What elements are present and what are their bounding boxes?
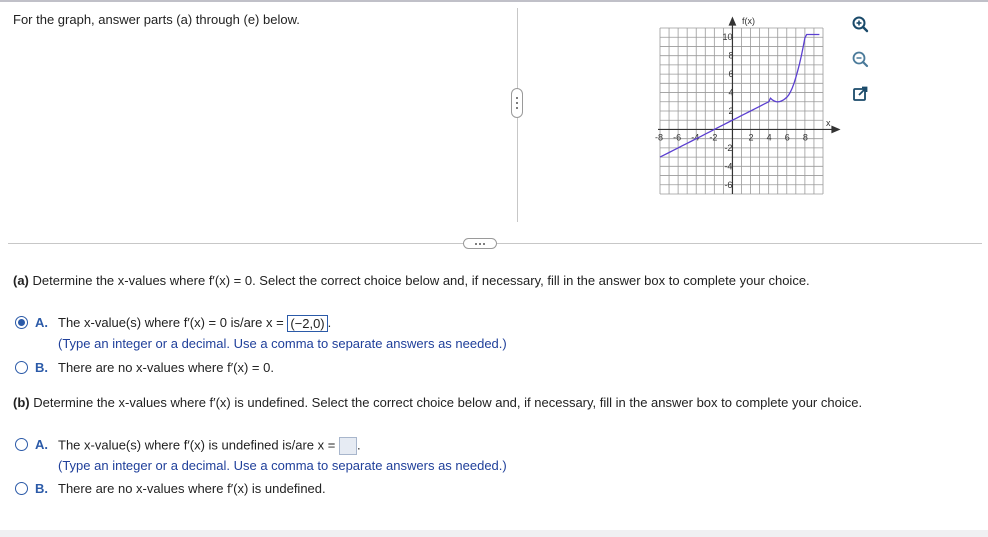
top-border: [0, 0, 988, 2]
function-graph: [650, 10, 842, 200]
x-tick-label: 4: [766, 132, 772, 143]
zoom-out-icon: [849, 48, 871, 70]
y-tick-label: 8: [728, 50, 734, 61]
horizontal-resize-handle[interactable]: [463, 238, 497, 249]
x-tick-label: 8: [802, 132, 808, 143]
y-tick-label: 4: [728, 87, 734, 98]
x-tick-label: -4: [691, 132, 700, 143]
part-b-question: (b) Determine the x-values where f′(x) is undefined. Select the correct choice below and, if necessary, fill in the answer box to complete your choice.: [13, 395, 863, 410]
part-a-choice-b-letter: B.: [35, 360, 48, 375]
y-axis-label: f(x): [742, 16, 755, 26]
footer-bar: [0, 530, 988, 537]
part-b-choice-b-letter: B.: [35, 481, 48, 496]
part-b-choice-a-radio[interactable]: [15, 438, 28, 451]
part-a-choice-a-letter: A.: [35, 315, 48, 330]
popout-icon: [849, 83, 871, 105]
y-tick-label: 2: [728, 106, 734, 116]
y-tick-label: -6: [724, 179, 733, 190]
part-a-choice-b-text: There are no x-values where f′(x) = 0.: [58, 360, 274, 375]
part-a-choice-a-text: The x-value(s) where f′(x) = 0 is/are x = (−2,0) .: [58, 315, 332, 332]
part-b-answer-box[interactable]: [339, 437, 357, 455]
part-a-question: (a) Determine the x-values where f′(x) = 0. Select the correct choice below and, if necessary, fill in the answer box to complete your choice.: [13, 273, 810, 288]
part-b-choice-a-text: The x-value(s) where f′(x) is undefined is/are x = .: [58, 437, 361, 455]
part-b-hint: (Type an integer or a decimal. Use a comma to separate answers as needed.): [58, 458, 507, 473]
part-a-choice-b-radio[interactable]: [15, 361, 28, 374]
zoom-in-icon: [849, 13, 871, 35]
part-b-choice-b-text: There are no x-values where f′(x) is undefined.: [58, 481, 326, 496]
vertical-resize-handle[interactable]: [511, 88, 523, 118]
y-tick-label: -2: [724, 142, 733, 153]
y-axis-arrow: [729, 18, 735, 25]
zoom-in-button[interactable]: [849, 13, 871, 35]
x-axis-label: x: [826, 118, 831, 128]
x-tick-label: 2: [748, 132, 754, 143]
popout-button[interactable]: [849, 83, 871, 105]
y-tick-label: 10: [722, 32, 733, 43]
problem-prompt: For the graph, answer parts (a) through (e) below.: [13, 12, 300, 27]
x-tick-label: 6: [784, 132, 790, 143]
part-a-choice-a-radio[interactable]: [15, 316, 28, 329]
part-a-hint: (Type an integer or a decimal. Use a comma to separate answers as needed.): [58, 336, 507, 351]
part-b-choice-b-radio[interactable]: [15, 482, 28, 495]
x-tick-label: -8: [655, 132, 664, 143]
x-tick-label: -6: [673, 132, 682, 143]
zoom-out-button[interactable]: [849, 48, 871, 70]
x-axis-arrow: [832, 126, 839, 132]
y-tick-label: 6: [728, 69, 734, 80]
y-tick-label: -4: [724, 161, 733, 172]
x-tick-label: -2: [709, 132, 718, 143]
part-b-choice-a-letter: A.: [35, 437, 48, 452]
part-a-answer-box[interactable]: (−2,0): [287, 315, 327, 332]
